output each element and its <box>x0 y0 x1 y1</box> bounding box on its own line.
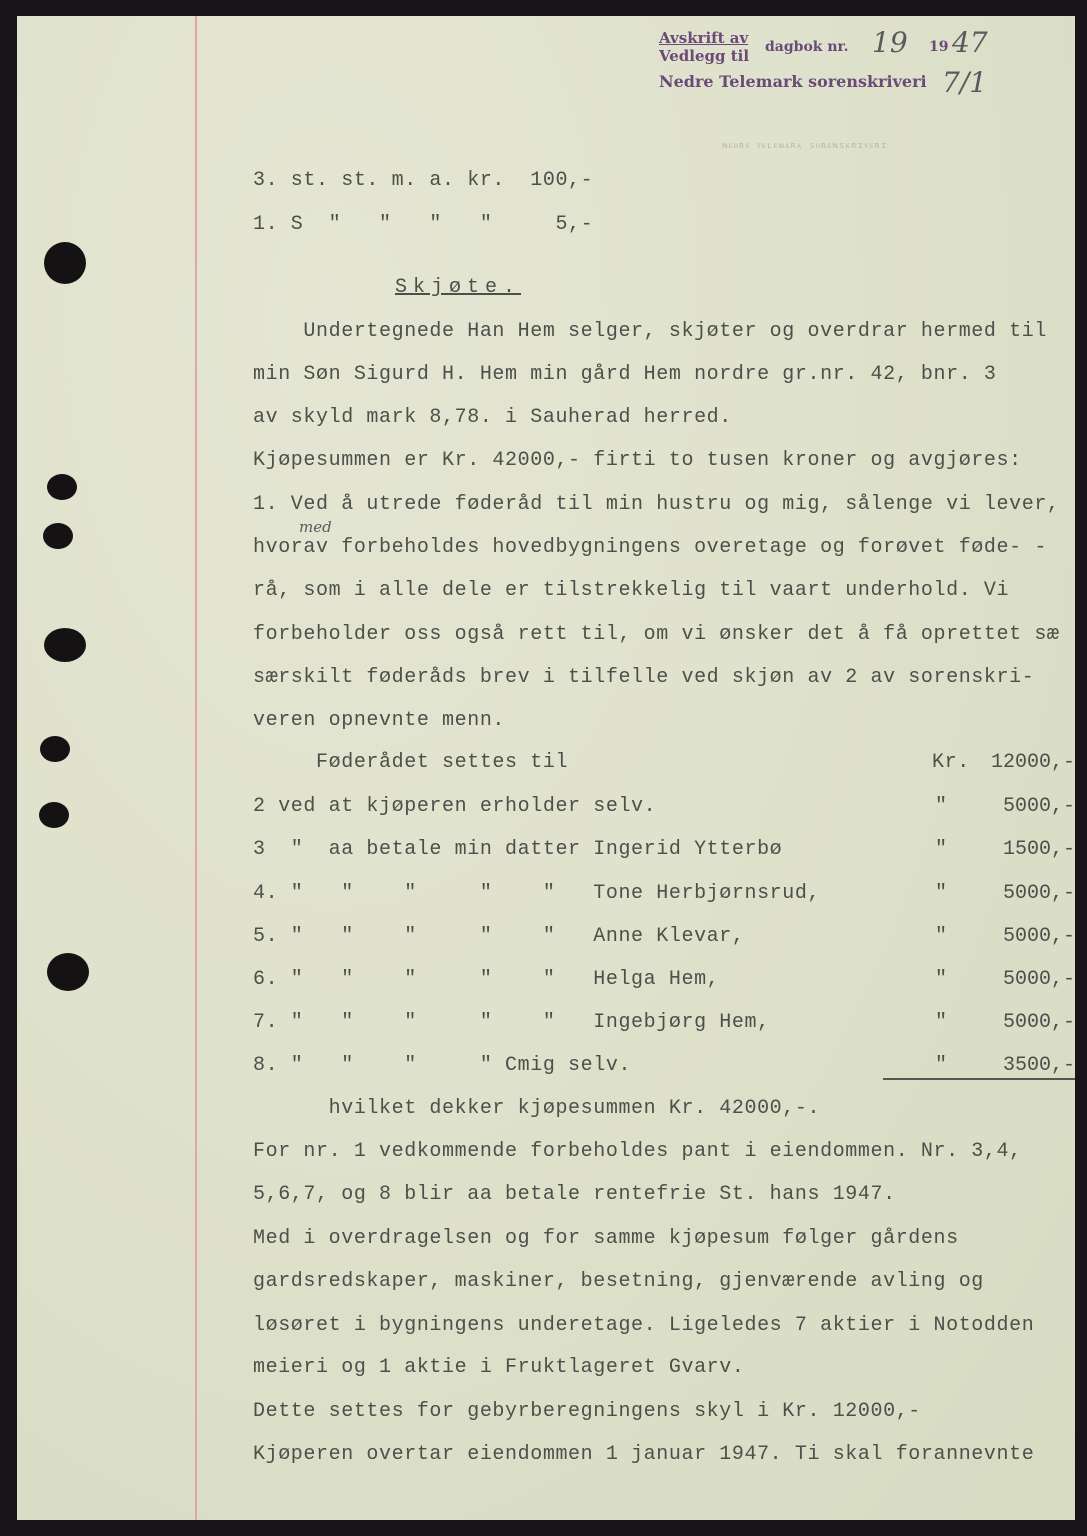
margin-line <box>195 16 197 1520</box>
allocation-amount: 5000,- <box>1002 795 1075 818</box>
bleed-through-stamp: ɴᴇᴅʀᴇ ᴛᴇʟᴇᴍᴀʀᴋ sᴏʀᴇɴsᴋʀɪᴠᴇʀɪ <box>722 141 888 151</box>
allocation-prefix: " <box>935 882 948 905</box>
document-title: Skjøte. <box>395 276 522 299</box>
stamp-year-prefix: 19 <box>929 39 949 55</box>
allocation-amount: 12000,- <box>990 751 1075 774</box>
fee-line: 1. S " " " " 5,- <box>253 213 594 236</box>
stamp-line-vedlegg: Vedlegg til <box>659 47 750 65</box>
body-line: hvorav forbeholdes hovedbygningens overetage og forøvet føde- - <box>253 536 1047 559</box>
allocation-amount: 1500,- <box>1002 838 1075 861</box>
body-line: Med i overdragelsen og for samme kjøpesum følger gårdens <box>253 1227 959 1250</box>
allocation-prefix: " <box>935 925 948 948</box>
body-line: 1. Ved å utrede føderåd til min hustru og mig, sålenge vi lever, <box>253 493 1060 516</box>
allocation-amount: 5000,- <box>1002 968 1075 991</box>
year-suffix: 47 <box>952 26 988 59</box>
allocation-prefix: " <box>935 1054 948 1077</box>
allocation-label: 8. " " " " Cmig selv. <box>253 1054 632 1077</box>
document-page <box>17 16 1075 1520</box>
stamp-office: Nedre Telemark sorenskriveri <box>659 72 927 91</box>
allocation-prefix: " <box>935 968 948 991</box>
body-line: meieri og 1 aktie i Fruktlageret Gvarv. <box>253 1356 745 1379</box>
body-line: 5,6,7, og 8 blir aa betale rentefrie St. hans 1947. <box>253 1183 896 1206</box>
body-line: Undertegnede Han Hem selger, skjøter og overdrar hermed til <box>253 320 1047 343</box>
body-line: Kjøperen overtar eiendommen 1 januar 1947. Ti skal forannevnte <box>253 1443 1035 1466</box>
body-line: For nr. 1 vedkommende forbeholdes pant i eiendommen. Nr. 3,4, <box>253 1140 1022 1163</box>
punch-hole-icon <box>39 802 69 828</box>
punch-hole-icon <box>40 736 70 762</box>
body-line: løsøret i bygningens underetage. Ligeledes 7 aktier i Notodden <box>253 1314 1035 1337</box>
body-line: særskilt føderåds brev i tilfelle ved skjøn av 2 av sorenskri- <box>253 666 1035 689</box>
allocation-amount: 5000,- <box>1002 882 1075 905</box>
allocation-label: 3 " aa betale min datter Ingerid Ytterbø <box>253 838 783 861</box>
allocation-label: 5. " " " " " Anne Klevar, <box>253 925 745 948</box>
allocation-prefix: " <box>935 795 948 818</box>
stamp-dagbok-label: dagbok nr. <box>765 39 849 55</box>
dagbok-number: 19 <box>872 26 908 59</box>
body-line: Kjøpesummen er Kr. 42000,- firti to tusen kroner og avgjøres: <box>253 449 1022 472</box>
punch-hole-icon <box>47 953 89 991</box>
stamp-line-avskrift: Avskrift av <box>659 29 749 47</box>
allocation-prefix: " <box>935 838 948 861</box>
body-line: forbeholder oss også rett til, om vi ønsker det å få oprettet sæ <box>253 623 1060 646</box>
punch-hole-icon <box>43 523 73 549</box>
body-line: hvilket dekker kjøpesummen Kr. 42000,-. <box>253 1097 821 1120</box>
body-line: rå, som i alle dele er tilstrekkelig til vaart underhold. Vi <box>253 579 1010 602</box>
punch-hole-icon <box>47 474 77 500</box>
allocation-label: 7. " " " " " Ingebjørg Hem, <box>253 1011 770 1034</box>
allocation-prefix: " <box>935 1011 948 1034</box>
allocation-amount: 5000,- <box>1002 1011 1075 1034</box>
body-line: av skyld mark 8,78. i Sauherad herred. <box>253 406 732 429</box>
punch-hole-icon <box>44 242 86 284</box>
body-line: min Søn Sigurd H. Hem min gård Hem nordre gr.nr. 42, bnr. 3 <box>253 363 997 386</box>
body-line: gardsredskaper, maskiner, besetning, gjenværende avling og <box>253 1270 984 1293</box>
stamp-date: 7/1 <box>942 66 988 99</box>
fee-line: 3. st. st. m. a. kr. 100,- <box>253 169 594 192</box>
allocation-label: 4. " " " " " Tone Herbjørnsrud, <box>253 882 821 905</box>
allocation-amount: 5000,- <box>1002 925 1075 948</box>
handwritten-insert: med <box>299 518 332 536</box>
allocation-amount: 3500,- <box>1002 1054 1075 1077</box>
body-line: veren opnevnte menn. <box>253 709 506 732</box>
punch-hole-icon <box>44 628 86 662</box>
allocation-label: Føderådet settes til <box>253 751 569 774</box>
sum-rule <box>883 1078 1075 1080</box>
body-line: Dette settes for gebyrberegningens skyl i Kr. 12000,- <box>253 1400 921 1423</box>
allocation-label: 6. " " " " " Helga Hem, <box>253 968 720 991</box>
allocation-label: 2 ved at kjøperen erholder selv. <box>253 795 657 818</box>
allocation-prefix: Kr. <box>932 751 970 774</box>
